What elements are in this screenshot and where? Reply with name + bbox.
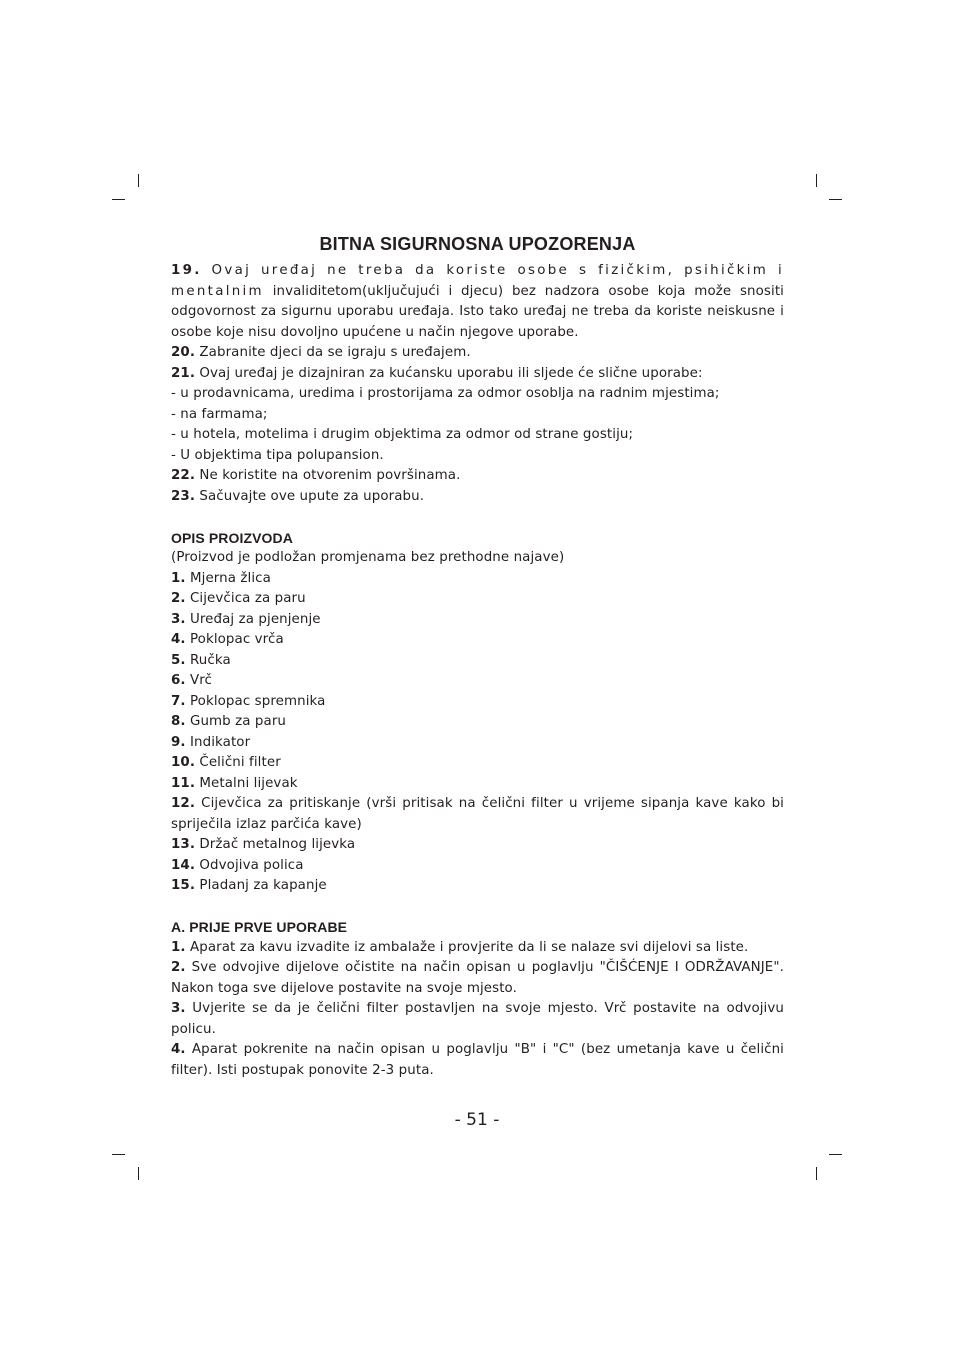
crop-mark-bottom-right-horizontal	[829, 1154, 842, 1155]
description-note: (Proizvod je podložan promjenama bez prethodne najave)	[171, 550, 565, 565]
item-text: Aparat pokrenite na način opisan u poglavlju "B" i "C" (bez umetanja kave u čelični filter). Isti postupak ponovite 2-3 puta.	[171, 1042, 785, 1078]
usage-subitem: - na farmama;	[171, 406, 268, 422]
item-text: Cijevčica za paru	[189, 591, 306, 606]
item-number: 9.	[171, 734, 186, 750]
part-list-item	[171, 794, 784, 835]
item-text: Poklopac vrča	[189, 632, 284, 647]
item-text: Poklopac spremnika	[189, 693, 326, 709]
item-number: 21.	[171, 365, 196, 381]
item-number: 3.	[171, 611, 186, 627]
crop-mark-top-right-vertical	[816, 174, 817, 187]
part-list-item	[171, 876, 784, 897]
item-text: Držač metalnog lijevka	[199, 837, 356, 852]
item-number: 10.	[171, 755, 196, 770]
warning-item-20	[171, 343, 784, 364]
item-number: 3.	[171, 1001, 186, 1016]
item-text: Mjerna žlica	[189, 570, 271, 586]
part-list-item	[171, 651, 784, 672]
item-number: 2.	[171, 960, 186, 975]
page-number: - 51 -	[454, 1110, 500, 1130]
section-heading-description: OPIS PROIZVODA	[171, 529, 293, 546]
usage-subitem: - u prodavnicama, uredima i prostorijama za odmor osoblja na radnim mjestima;	[171, 386, 720, 401]
part-list-item	[171, 712, 784, 733]
step-item	[171, 958, 784, 999]
item-number: 15.	[171, 878, 196, 893]
item-text: Indikator	[189, 734, 251, 750]
section-heading-before-use: A. PRIJE PRVE UPORABE	[171, 919, 348, 935]
crop-mark-bottom-left-horizontal	[112, 1154, 125, 1155]
item-text: Odvojiva polica	[199, 857, 304, 873]
item-number: 4.	[171, 1042, 186, 1057]
item-text: Pladanj za kapanje	[199, 878, 327, 893]
item-number: 14.	[171, 857, 196, 873]
step-item	[171, 938, 784, 959]
warning-item-21	[171, 364, 784, 385]
item-text: Ne koristite na otvorenim površinama.	[199, 468, 461, 483]
step-item	[171, 1040, 784, 1081]
item-number: 13.	[171, 837, 196, 852]
section-spacer	[171, 507, 784, 528]
item-text: Vrč	[189, 673, 213, 688]
item-number: 5.	[171, 652, 186, 668]
part-list-item	[171, 589, 784, 610]
usage-subitem: - u hotela, motelima i drugim objektima za odmor od strane gostiju;	[171, 427, 634, 442]
warning-item-19	[171, 261, 784, 343]
part-list-item	[171, 753, 784, 774]
item-text: Cijevčica za pritiskanje (vrši pritisak na čelični filter u vrijeme sipanja kave kako bi spriječila izlaz parčića kave)	[171, 796, 785, 832]
item-text: Ručka	[189, 652, 231, 668]
page-content	[171, 261, 784, 1081]
warning-item-22	[171, 466, 784, 487]
item-text: Zabranite djeci da se igraju s uređajem.	[199, 345, 471, 360]
warning-item-23	[171, 487, 784, 508]
crop-mark-bottom-left-vertical	[138, 1167, 139, 1180]
part-list-item	[171, 692, 784, 713]
crop-mark-top-right-horizontal	[829, 199, 842, 200]
item-number: 23.	[171, 488, 196, 504]
crop-mark-top-left-vertical	[138, 174, 139, 187]
item-number: 4.	[171, 632, 186, 647]
item-number: 8.	[171, 714, 186, 729]
item-number: 7.	[171, 693, 186, 709]
item-number: 6.	[171, 673, 186, 688]
step-item	[171, 999, 784, 1040]
item-text: Aparat za kavu izvadite iz ambalaže i provjerite da li se nalaze svi dijelovi sa liste.	[189, 939, 749, 955]
item-text: Uređaj za pjenjenje	[189, 611, 321, 627]
item-number: 11.	[171, 775, 196, 791]
part-list-item	[171, 733, 784, 754]
item-number: 1.	[171, 939, 186, 955]
item-text: Sve odvojive dijelove očistite na način opisan u poglavlju "ČIŠĆENJE I ODRŽAVANJE". Nakon toga sve dijelove postavite na svoje mjesto.	[171, 960, 784, 996]
part-list-item	[171, 671, 784, 692]
item-text: Gumb za paru	[189, 714, 287, 729]
part-list-item	[171, 856, 784, 877]
item-text: Čelični filter	[199, 755, 281, 770]
item-number: 19.	[171, 263, 202, 278]
part-list-item	[171, 774, 784, 795]
item-number: 1.	[171, 570, 186, 586]
part-list-item	[171, 835, 784, 856]
item-text: Uvjerite se da je čelični filter postavljen na svoje mjesto. Vrč postavite na odvojivu policu.	[171, 1001, 784, 1037]
item-number: 2.	[171, 591, 186, 606]
part-list-item	[171, 569, 784, 590]
usage-subitem: - U objektima tipa polupansion.	[171, 447, 384, 463]
item-number: 20.	[171, 345, 196, 360]
item-text-continued: invaliditetom(uključujući i djecu) bez nadzora osobe koja može snositi odgovornost za sigurnu uporabu uređaja. Isto tako uređaj ne treba da koriste neiskusne i osobe koje nisu dovoljno upućene u način njegove uporabe.	[171, 283, 785, 340]
item-text: Metalni lijevak	[199, 775, 298, 791]
item-text: Ovaj uređaj je dizajniran za kućansku uporabu ili sljede će slične uporabe:	[199, 365, 703, 381]
crop-mark-top-left-horizontal	[112, 199, 125, 200]
item-text: Sačuvajte ove upute za uporabu.	[199, 488, 425, 504]
part-list-item	[171, 630, 784, 651]
item-text: Ovaj uređaj ne treba da koriste osobe s fizičkim, psihičkim i mentalnim	[171, 263, 784, 299]
part-list-item	[171, 610, 784, 631]
page-title: BITNA SIGURNOSNA UPOZORENJA	[319, 234, 636, 254]
section-spacer	[171, 897, 784, 918]
item-number: 12.	[171, 796, 196, 811]
crop-mark-bottom-right-vertical	[816, 1167, 817, 1180]
item-number: 22.	[171, 468, 196, 483]
